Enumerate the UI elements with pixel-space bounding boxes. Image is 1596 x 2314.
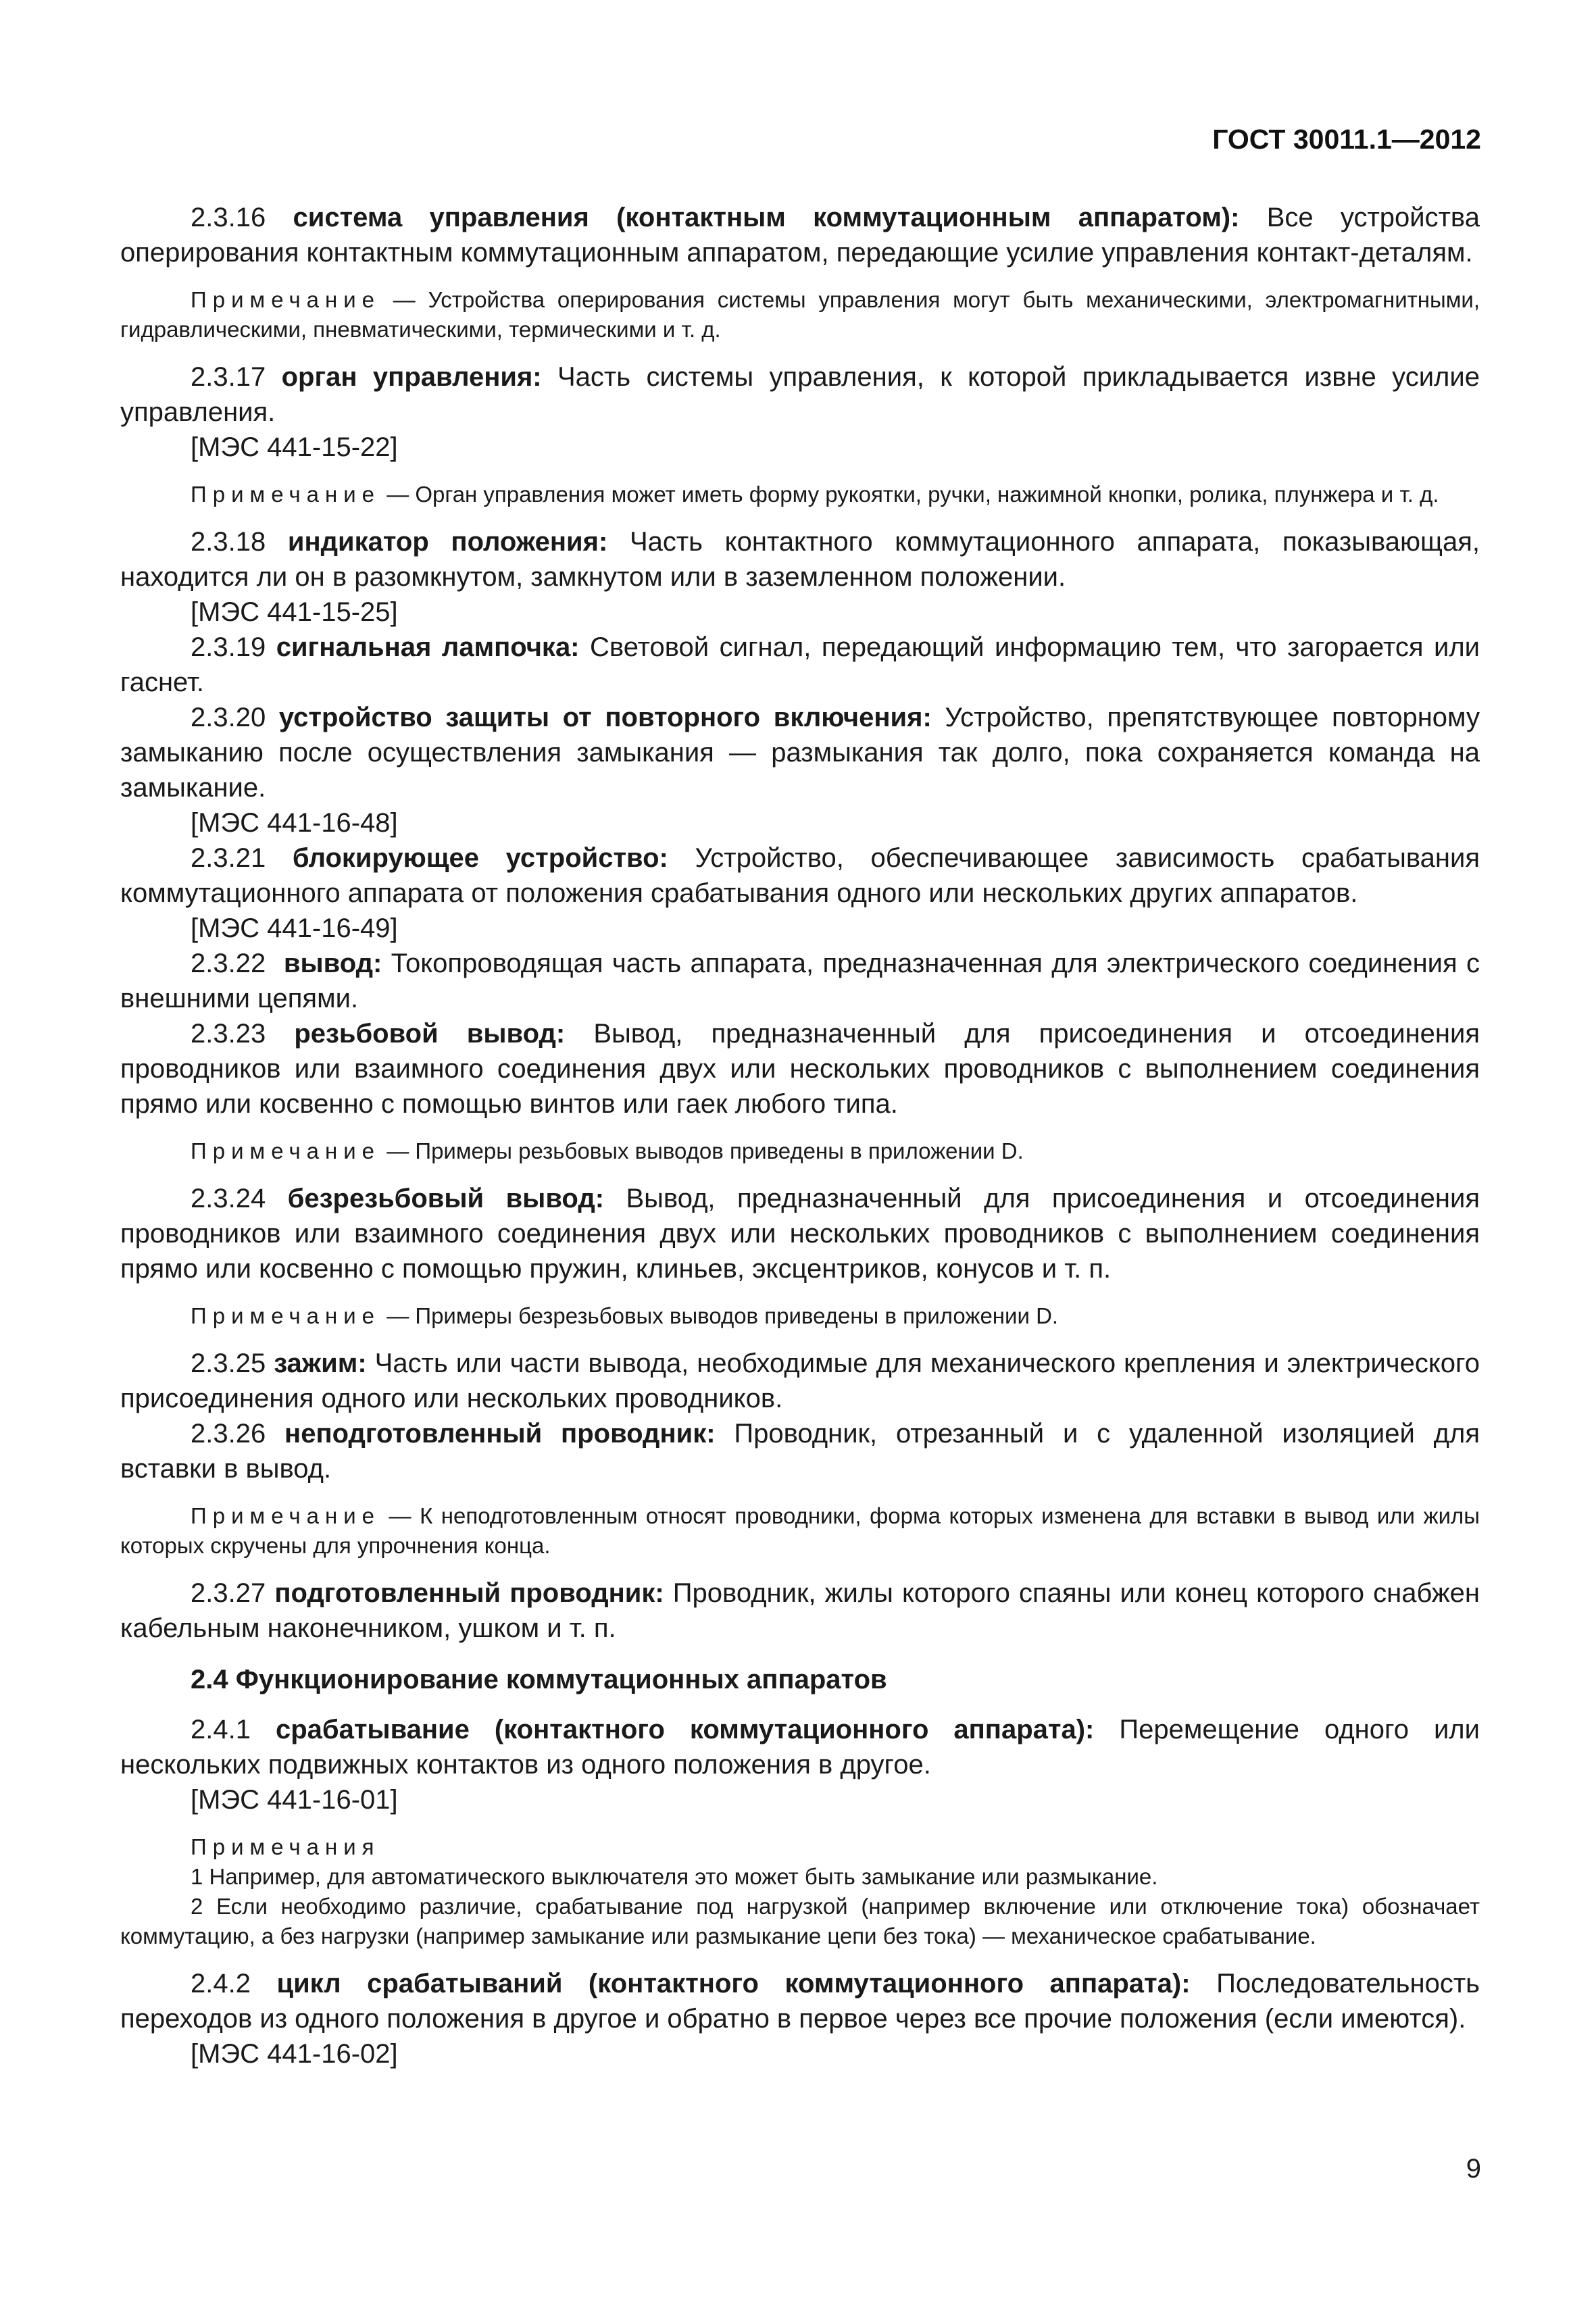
term-number: 2.3.21	[191, 843, 266, 873]
term-name: сигнальная лампочка:	[276, 632, 580, 662]
term-number: 2.3.20	[191, 703, 266, 732]
term-definition: Часть системы управления, к которой прикладывается извне усилие управления.	[120, 362, 1480, 427]
reference-2-4-2: [МЭС 441-16-02]	[191, 2039, 398, 2069]
term-number: 2.3.26	[191, 1419, 266, 1449]
term-number: 2.3.19	[191, 632, 266, 662]
term-name: подготовленный проводник:	[274, 1578, 664, 1608]
term-number: 2.4.2	[191, 1969, 251, 1998]
document-id-header: ГОСТ 30011.1—2012	[1212, 124, 1481, 155]
note-2-3-16	[120, 285, 1480, 345]
note-2-3-26	[120, 1501, 1480, 1561]
reference-2-4-1: [МЭС 441-16-01]	[191, 1785, 398, 1815]
term-2-4-1	[120, 1712, 1480, 1782]
term-2-3-20	[120, 700, 1480, 805]
term-definition: Вывод, предназначенный для присоединения и отсоединения проводников или взаимного соединения двух или нескольких проводников с выполнением соединения прямо или косвенно с помощью винтов или гаек любого типа.	[120, 1019, 1480, 1119]
term-number: 2.3.16	[191, 203, 266, 232]
term-name: блокирующее устройство:	[292, 843, 668, 873]
term-definition: Последовательность переходов из одного положения в другое и обратно в первое через все прочие положения (если имеются).	[120, 1969, 1480, 2034]
note-label: Примечание	[191, 1503, 381, 1528]
note-item-1: 1 Например, для автоматического выключателя это может быть замыкание или размыкание.	[191, 1864, 1158, 1889]
term-name: система управления (контактным коммутационным аппаратом):	[293, 203, 1240, 232]
page-content	[120, 200, 1480, 2071]
term-name: цикл срабатываний (контактного коммутационного аппарата):	[276, 1969, 1191, 1998]
reference-2-3-20: [МЭС 441-16-48]	[191, 808, 398, 838]
term-definition: Проводник, отрезанный и с удаленной изоляцией для вставки в вывод.	[120, 1419, 1480, 1484]
note-label: Примечание	[191, 1138, 381, 1163]
term-2-3-27	[120, 1576, 1480, 1646]
term-2-4-2	[120, 1966, 1480, 2036]
page-number: 9	[1466, 2154, 1481, 2184]
term-number: 2.3.22	[191, 949, 266, 978]
term-number: 2.3.17	[191, 362, 266, 392]
term-2-3-16	[120, 200, 1480, 270]
term-name: зажим:	[274, 1349, 367, 1378]
note-label: Примечание	[191, 287, 381, 312]
term-name: вывод:	[283, 949, 382, 978]
reference-2-3-21: [МЭС 441-16-49]	[191, 913, 398, 943]
term-2-3-19	[120, 630, 1480, 700]
term-name: индикатор положения:	[287, 527, 608, 557]
term-number: 2.3.25	[191, 1349, 266, 1378]
notes-2-4-1	[120, 1832, 1480, 1951]
term-2-3-26	[120, 1416, 1480, 1486]
term-2-3-17	[120, 359, 1480, 430]
term-name: резьбовой вывод:	[294, 1019, 566, 1049]
term-number: 2.3.27	[191, 1578, 266, 1608]
note-item-2: 2 Если необходимо различие, срабатывание под нагрузкой (например включение или отключение тока) обозначает коммутацию, а без нагрузки (например замыкание или размыкание цепи без тока) — механическое срабатывание.	[120, 1894, 1480, 1948]
term-definition: Часть контактного коммутационного аппарата, показывающая, находится ли он в разомкнутом, замкнутом или в заземленном положении.	[120, 527, 1480, 592]
section-heading-2-4: 2.4 Функционирование коммутационных аппаратов	[191, 1665, 887, 1694]
note-2-3-17	[120, 480, 1480, 509]
term-definition: Проводник, жилы которого спаяны или конец которого снабжен кабельным наконечником, ушком и т. п.	[120, 1578, 1480, 1643]
note-2-3-24	[120, 1301, 1480, 1331]
term-name: орган управления:	[281, 362, 542, 392]
reference-2-3-17: [МЭС 441-15-22]	[191, 432, 398, 462]
term-definition: Токопроводящая часть аппарата, предназначенная для электрического соединения с внешними цепями.	[120, 949, 1480, 1013]
term-2-3-25	[120, 1346, 1480, 1416]
term-number: 2.3.18	[191, 527, 266, 557]
term-definition: Вывод, предназначенный для присоединения и отсоединения проводников или взаимного соединения двух или нескольких проводников с выполнением соединения прямо или косвенно с помощью пружин, клиньев, эксцентриков, конусов и т. п.	[120, 1184, 1480, 1284]
term-name: устройство защиты от повторного включения:	[278, 703, 932, 732]
note-label: Примечание	[191, 1303, 381, 1328]
note-label: Примечание	[191, 482, 381, 507]
note-text: — К неподготовленным относят проводники, форма которых изменена для вставки в вывод или жилы которых скручены для упрочнения конца.	[120, 1503, 1480, 1558]
note-text: — Устройства оперирования системы управления могут быть механическими, электромагнитными, гидравлическими, пневматическими, термическими и т. д.	[120, 287, 1480, 342]
term-name: безрезьбовый вывод:	[287, 1184, 605, 1213]
term-2-3-24	[120, 1181, 1480, 1286]
note-text: — Примеры резьбовых выводов приведены в приложении D.	[386, 1138, 1024, 1163]
term-definition: Перемещение одного или нескольких подвижных контактов из одного положения в другое.	[120, 1715, 1480, 1780]
term-name: срабатывание (контактного коммутационного аппарата):	[275, 1715, 1095, 1744]
term-2-3-21	[120, 840, 1480, 911]
term-definition: Устройство, обеспечивающее зависимость срабатывания коммутационного аппарата от положения срабатывания одного или нескольких других аппаратов.	[120, 843, 1480, 908]
term-definition: Все устройства оперирования контактным коммутационным аппаратом, передающие усилие управления контакт-деталям.	[120, 203, 1480, 268]
note-2-3-23	[120, 1136, 1480, 1166]
term-definition: Световой сигнал, передающий информацию тем, что загорается или гаснет.	[120, 632, 1480, 697]
term-name: неподготовленный проводник:	[284, 1419, 716, 1449]
term-number: 2.4.1	[191, 1715, 251, 1744]
reference-2-3-18: [МЭС 441-15-25]	[191, 597, 398, 627]
term-number: 2.3.24	[191, 1184, 266, 1213]
term-2-3-23	[120, 1016, 1480, 1122]
term-number: 2.3.23	[191, 1019, 266, 1049]
term-definition: Устройство, препятствующее повторному замыканию после осуществления замыкания — размыкания так долго, пока сохраняется команда на замыкание.	[120, 703, 1480, 803]
note-text: — Орган управления может иметь форму рукоятки, ручки, нажимной кнопки, ролика, плунжера и т. д.	[386, 482, 1439, 507]
term-2-3-18	[120, 524, 1480, 595]
term-2-3-22	[120, 946, 1480, 1016]
note-text: — Примеры безрезьбовых выводов приведены в приложении D.	[386, 1303, 1059, 1328]
notes-label: Примечания	[191, 1834, 380, 1859]
term-definition: Часть или части вывода, необходимые для механического крепления и электрического присоединения одного или нескольких проводников.	[120, 1349, 1480, 1413]
